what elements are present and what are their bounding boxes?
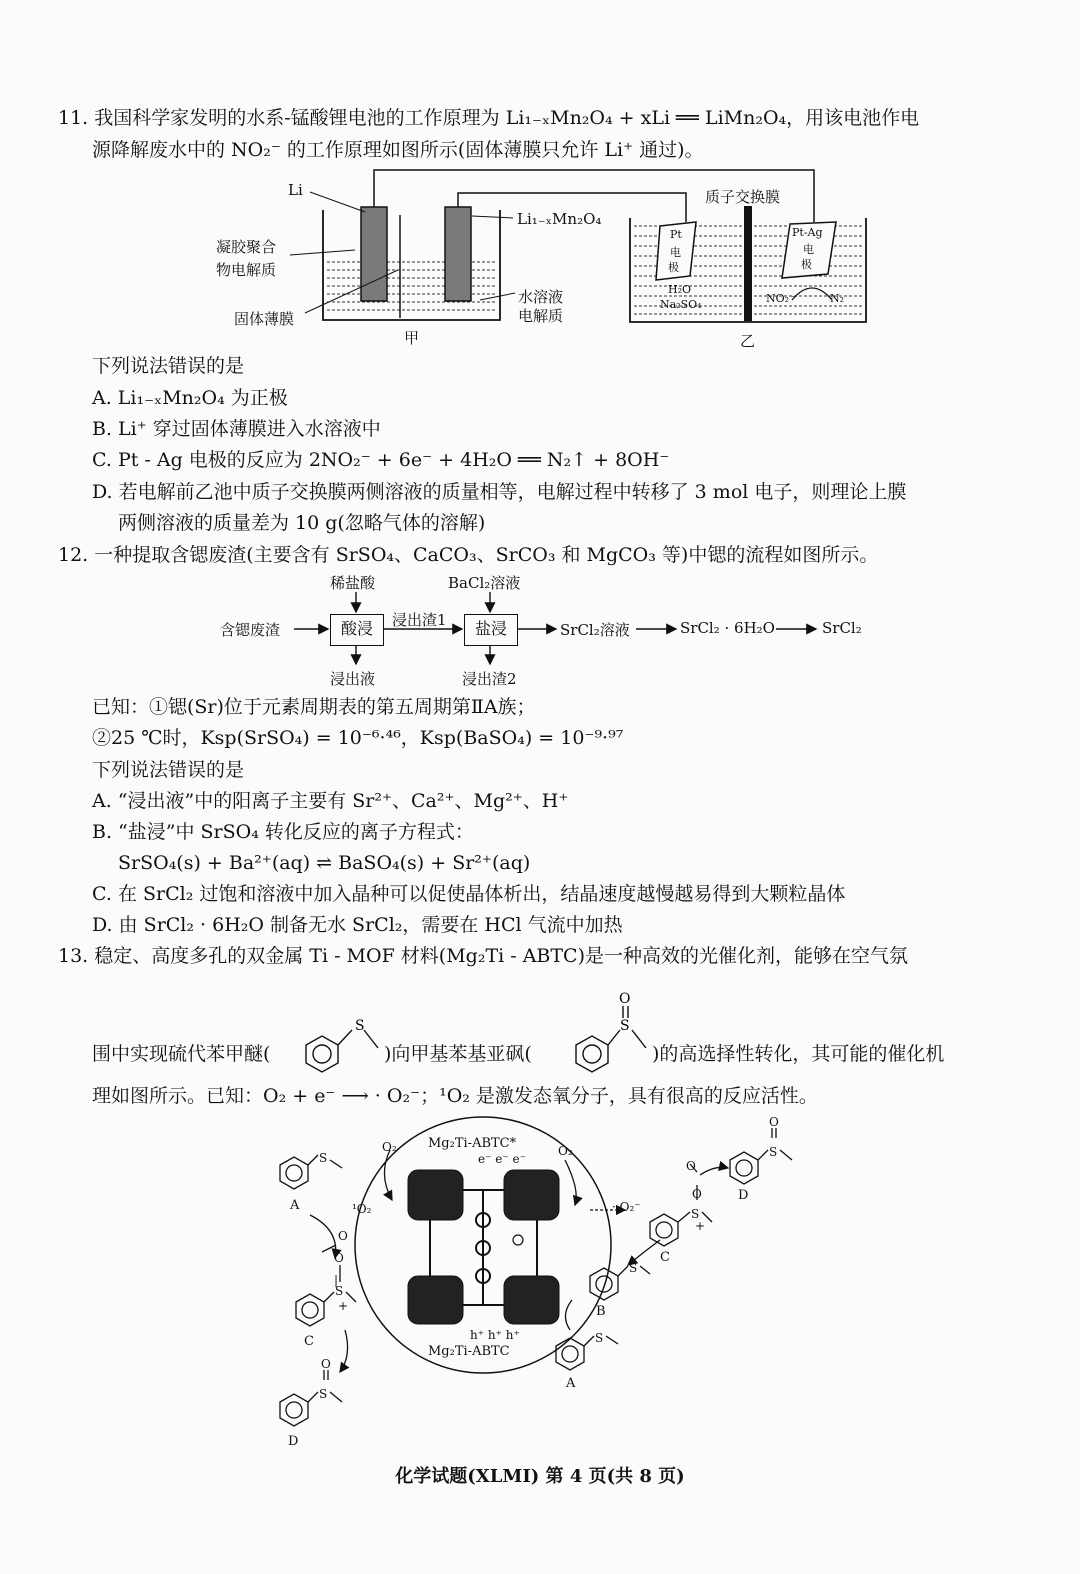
mech-label-d-left: D [288, 1434, 299, 1449]
label-h2o: H₂O [668, 283, 692, 296]
label-pt-3: 极 [668, 261, 679, 274]
q12-stem: 12. 一种提取含锶废渣(主要含有 SrSO₄、CaCO₃、SrCO₃ 和 MgCO₃ 等)中锶的流程如图所示。 [58, 544, 879, 566]
svg-text:S: S [620, 1018, 630, 1034]
label-ptag-3: 极 [801, 258, 812, 271]
q11-option-d: D. 若电解前乙池中质子交换膜两侧溶液的质量相等，电解过程中转移了 3 mol 电子，则理论上膜 [92, 481, 907, 503]
mech-label-b-right: B [596, 1304, 606, 1319]
mech-o2-right: O₂ [558, 1144, 573, 1158]
mech-singlet-o2: ¹O₂ [352, 1202, 372, 1216]
q13-stem-line1: 13. 稳定、高度多孔的双金属 Ti - MOF 材料(Mg₂Ti - ABTC)是一种高效的光催化剂，能够在空气氛 [58, 945, 909, 967]
mech-label-d-right: D [738, 1188, 749, 1203]
label-n2: N₂ [830, 292, 845, 305]
q13-stem-line2a: 围中实现硫代苯甲醚( [92, 1043, 271, 1065]
q12-known-2: ②25 ℃时，Ksp(SrSO₄) = 10⁻⁶·⁴⁶，Ksp(BaSO₄) = 10⁻⁹·⁹⁷ [92, 727, 624, 749]
q12-option-d: D. 由 SrCl₂ · 6H₂O 制备无水 SrCl₂，需要在 HCl 气流中加热 [92, 914, 623, 936]
q11-stem-line2: 源降解废水中的 NO₂⁻ 的工作原理如图所示(固体薄膜只允许 Li⁺ 通过)。 [92, 139, 704, 161]
label-pt-2: 电 [670, 246, 681, 259]
mech-superoxide: · O₂⁻ [612, 1200, 641, 1214]
mech-bottom-catalyst: Mg₂Ti-ABTC [428, 1344, 510, 1359]
q11-option-d-cont: 两侧溶液的质量差为 10 g(忽略气体的溶解) [118, 512, 486, 534]
svg-text:+: + [695, 1219, 706, 1233]
flow-acid: 稀盐酸 [330, 574, 376, 592]
flow-bacl2: BaCl₂溶液 [448, 574, 521, 592]
flow-residue1: 浸出渣1 [392, 611, 447, 629]
q11-option-c: C. Pt - Ag 电极的反应为 2NO₂⁻ + 6e⁻ + 4H₂O ══ N₂↑ + 8OH⁻ [92, 449, 670, 471]
q11-stem-line1: 11. 我国科学家发明的水系-锰酸锂电池的工作原理为 Li₁₋ₓMn₂O₄ + xLi ══ LiMn₂O₄，用该电池作电 [58, 107, 920, 129]
label-jia: 甲 [404, 329, 420, 347]
q12-known-1: 已知：①锶(Sr)位于元素周期表的第五周期第ⅡA族； [92, 696, 536, 718]
mech-label-a-right: A [566, 1376, 576, 1391]
mech-o2-left: O₂ [382, 1140, 397, 1154]
svg-text:S: S [595, 1331, 604, 1345]
label-limn: Li₁₋ₓMn₂O₄ [517, 210, 602, 228]
mech-top-catalyst: Mg₂Ti-ABTC* [428, 1136, 517, 1151]
flow-residue2: 浸出渣2 [462, 670, 517, 688]
label-film: 固体薄膜 [234, 310, 295, 328]
svg-text:O: O [321, 1357, 331, 1371]
svg-text:S: S [355, 1018, 365, 1034]
label-na2so4: Na₂SO₄ [660, 298, 702, 311]
svg-text:O: O [692, 1187, 702, 1201]
flow-sol: SrCl₂溶液 [560, 621, 630, 639]
svg-text:O: O [686, 1159, 696, 1173]
svg-text:O: O [338, 1229, 348, 1243]
label-yi: 乙 [740, 332, 756, 350]
label-no2: NO₂⁻ [766, 292, 795, 305]
flow-step-salt-leach: 盐浸 [464, 614, 518, 646]
flow-hydrate: SrCl₂ · 6H₂O [680, 619, 775, 637]
page-footer: 化学试题(XLMI) 第 4 页(共 8 页) [395, 1466, 685, 1487]
svg-text:|: | [334, 1273, 339, 1287]
q12-prompt: 下列说法错误的是 [92, 759, 245, 781]
flow-final: SrCl₂ [822, 619, 862, 637]
q13-stem-line3: 理如图所示。已知：O₂ + e⁻ ⟶ · O₂⁻；¹O₂ 是激发态氧分子，具有很高的反应活性。 [92, 1085, 818, 1107]
label-gel-2: 物电解质 [216, 261, 277, 279]
svg-text:S: S [629, 1261, 638, 1275]
mech-electrons: e⁻ e⁻ e⁻ [478, 1152, 526, 1166]
q12-option-b: B. “盐浸”中 SrSO₄ 转化反应的离子方程式： [92, 821, 474, 843]
q13-stem-line2b: )向甲基苯基亚砜( [384, 1043, 532, 1065]
flow-start: 含锶废渣 [220, 621, 281, 639]
mech-label-a-left: A [290, 1198, 300, 1213]
q13-stem-line2c: )的高选择性转化，其可能的催化机 [652, 1043, 945, 1065]
label-gel-1: 凝胶聚合 [216, 238, 277, 256]
q12-option-c: C. 在 SrCl₂ 过饱和溶液中加入晶种可以促使晶体析出，结晶速度越慢越易得到大颗粒晶体 [92, 883, 846, 905]
svg-text:S: S [319, 1151, 328, 1165]
label-ptag-1: Pt-Ag [792, 226, 823, 239]
q12-option-b-equation: SrSO₄(s) + Ba²⁺(aq) ⇌ BaSO₄(s) + Sr²⁺(aq) [118, 852, 531, 874]
q11-option-b: B. Li⁺ 穿过固体薄膜进入水溶液中 [92, 418, 381, 440]
label-li: Li [288, 181, 303, 199]
flow-step-acid-leach: 酸浸 [330, 614, 384, 646]
flow-leachate: 浸出液 [330, 670, 376, 688]
svg-text:O: O [769, 1115, 779, 1129]
q11-option-a: A. Li₁₋ₓMn₂O₄ 为正极 [92, 387, 288, 409]
svg-text:S: S [769, 1145, 778, 1159]
label-aq-1: 水溶液 [518, 288, 564, 306]
mech-holes: h⁺ h⁺ h⁺ [470, 1328, 520, 1342]
label-aq-2: 电解质 [518, 307, 564, 325]
svg-text:+: + [338, 1299, 349, 1313]
svg-text:S: S [691, 1207, 700, 1221]
mech-label-c-left: C [304, 1334, 314, 1349]
label-ptag-2: 电 [803, 243, 814, 256]
label-pt-1: Pt [670, 228, 682, 241]
label-membrane: 质子交换膜 [705, 188, 781, 206]
svg-text:O: O [619, 991, 631, 1007]
mech-label-c-right: C [660, 1250, 670, 1265]
svg-text:S: S [319, 1387, 328, 1401]
q12-option-a: A. “浸出液”中的阳离子主要有 Sr²⁺、Ca²⁺、Mg²⁺、H⁺ [92, 790, 569, 812]
svg-text:S: S [335, 1284, 344, 1298]
svg-text:O: O [334, 1251, 344, 1265]
q11-prompt: 下列说法错误的是 [92, 355, 245, 377]
